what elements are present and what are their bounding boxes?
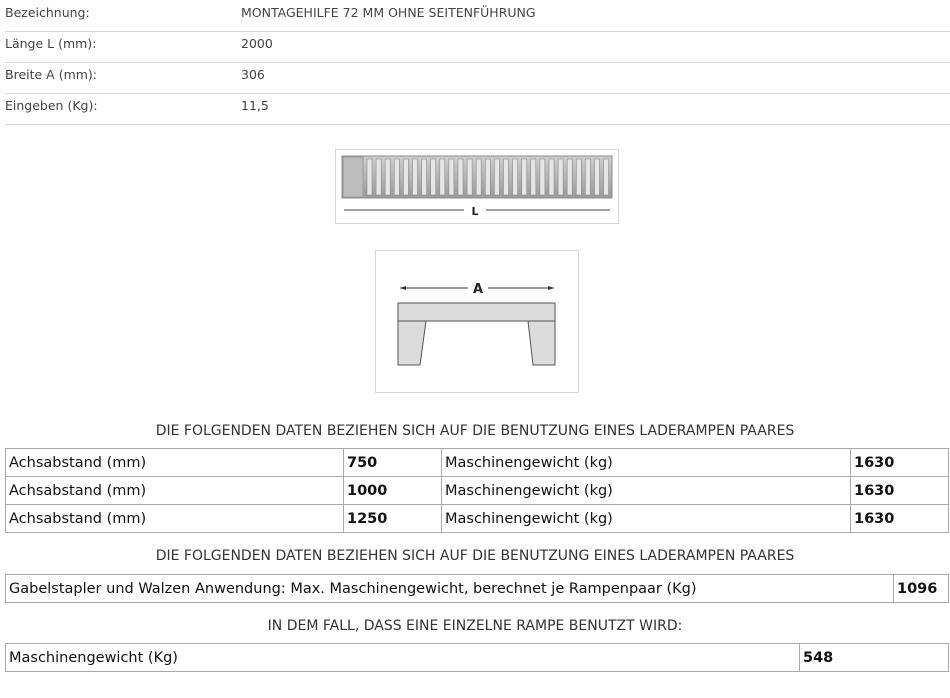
ramp-slat — [595, 159, 600, 195]
ramp-slats — [367, 159, 609, 195]
section-caption: DIE FOLGENDEN DATEN BEZIEHEN SICH AUF DIE BENUTZUNG EINES LADERAMPEN PAARES — [155, 423, 795, 439]
ramp-slat — [449, 159, 454, 195]
axle-distance-label: Achsabstand (mm) — [6, 505, 344, 533]
spec-key: Breite A (mm): — [5, 67, 98, 82]
ramp-end-plate — [343, 157, 363, 197]
ramp-cross-section-image — [375, 250, 579, 393]
ramp-top-view-drawing — [336, 150, 618, 223]
axle-distance-value: 1000 — [344, 477, 442, 505]
ramp-slat — [422, 159, 427, 195]
spec-key: Eingeben (Kg): — [5, 98, 98, 113]
dimension-label-a: A — [472, 282, 484, 297]
ramp-section-top — [398, 303, 555, 321]
machine-weight-label: Maschinengewicht (kg) — [442, 449, 851, 477]
ramp-slat — [567, 159, 572, 195]
table-row — [6, 644, 949, 672]
spec-value: 306 — [241, 67, 265, 82]
axle-distance-value: 750 — [344, 449, 442, 477]
ramp-slat — [504, 159, 509, 195]
ramp-slat — [540, 159, 545, 195]
spec-value: 2000 — [241, 36, 273, 51]
spec-row — [5, 62, 950, 94]
spec-row — [5, 31, 950, 63]
ramp-slat — [385, 159, 390, 195]
ramp-slat — [558, 159, 563, 195]
forklift-load-label: Gabelstapler und Walzen Anwendung: Max. Maschinengewicht, berechnet je Rampenpaar (Kg) — [6, 575, 894, 603]
ramp-slat — [431, 159, 436, 195]
machine-weight-label: Maschinengewicht (kg) — [442, 505, 851, 533]
ramp-cross-section-drawing — [376, 251, 578, 392]
ramp-slat — [522, 159, 527, 195]
spec-row — [5, 0, 950, 32]
ramp-slat — [476, 159, 481, 195]
ramp-slat — [376, 159, 381, 195]
ramp-slat — [485, 159, 490, 195]
axle-distance-label: Achsabstand (mm) — [6, 477, 344, 505]
ramp-section-leg-right — [528, 321, 555, 365]
ramp-slat — [549, 159, 554, 195]
section-caption: IN DEM FALL, DASS EINE EINZELNE RAMPE BENUTZT WIRD: — [267, 618, 683, 634]
arrow-right-icon — [548, 286, 554, 290]
axle-distance-label: Achsabstand (mm) — [6, 449, 344, 477]
ramp-slat — [467, 159, 472, 195]
ramp-slat — [367, 159, 372, 195]
ramp-slat — [604, 159, 609, 195]
spec-key: Länge L (mm): — [5, 36, 97, 51]
ramp-slat — [531, 159, 536, 195]
spec-row — [5, 93, 950, 125]
machine-weight-value: 1630 — [851, 449, 949, 477]
table-row — [6, 449, 949, 477]
spec-value: MONTAGEHILFE 72 MM OHNE SEITENFÜHRUNG — [241, 5, 536, 20]
machine-weight-value: 1630 — [851, 505, 949, 533]
ramp-slat — [494, 159, 499, 195]
ramp-section-leg-left — [398, 321, 426, 365]
forklift-load-table — [5, 574, 949, 603]
ramp-slat — [576, 159, 581, 195]
ramp-top-view-image — [335, 149, 619, 224]
ramp-slat — [513, 159, 518, 195]
spec-key: Bezeichnung: — [5, 5, 90, 20]
machine-weight-label: Maschinengewicht (kg) — [442, 477, 851, 505]
table-row — [6, 575, 949, 603]
single-ramp-table — [5, 643, 949, 672]
ramp-slat — [585, 159, 590, 195]
ramp-slat — [458, 159, 463, 195]
axle-distance-value: 1250 — [344, 505, 442, 533]
table-row — [6, 505, 949, 533]
section-caption: DIE FOLGENDEN DATEN BEZIEHEN SICH AUF DIE BENUTZUNG EINES LADERAMPEN PAARES — [155, 548, 795, 564]
forklift-load-value: 1096 — [894, 575, 949, 603]
machine-weight-value: 1630 — [851, 477, 949, 505]
ramp-slat — [413, 159, 418, 195]
ramp-slat — [394, 159, 399, 195]
dimension-label-l: L — [471, 205, 479, 218]
spec-value: 11,5 — [241, 98, 269, 113]
table-row — [6, 477, 949, 505]
single-ramp-weight-value: 548 — [800, 644, 949, 672]
ramp-slat — [403, 159, 408, 195]
single-ramp-weight-label: Maschinengewicht (Kg) — [6, 644, 800, 672]
pair-load-table — [5, 448, 949, 533]
ramp-slat — [440, 159, 445, 195]
arrow-left-icon — [400, 286, 406, 290]
